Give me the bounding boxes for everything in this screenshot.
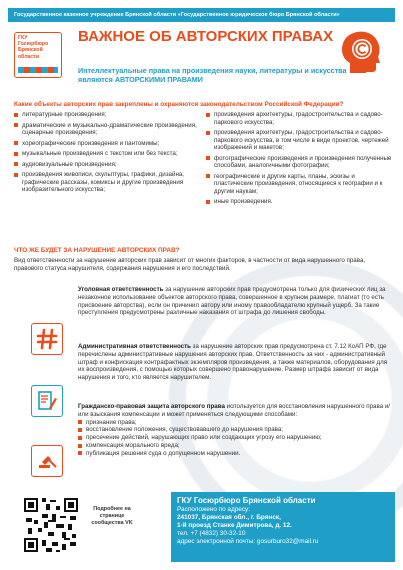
contact-address-line1: 241037, Брянская обл., г. Брянск, [177,514,281,521]
justice-icon [31,445,63,477]
list-item: географические и другие карты, планы, эскизы и пластические произведения, относящиеся к географии и к другим наукам; [206,173,394,196]
civil-text: используется для восстановления нарушенного права и/или взыскания компенсации и может применяться следующими способами: [78,403,391,418]
violation-intro: Вид ответственности за нарушение авторских прав зависит от многих факторов, в частности от вида нарушенного права, правового статуса нарушителя, содержания нарушения и его последствий. [14,257,366,272]
list-item: произведения архитектуры, градостроительства и садово-паркового искусства; [206,111,394,126]
org-header-bar [8,8,395,22]
list-item: драматические и музыкально-драматические произведения, сценарные произведения; [14,122,200,137]
criminal-text: за нарушение авторских прав предусмотрена только для физических лиц за незаконное использование объектов авторского права, совершенное в крупном размере, плагиат (то есть присвоение авторства), если он причинил автору или иному правообладателю крупный ущерб. За такие преступления предусмотрены различные наказания от штрафа до лишения свободы. [78,286,386,317]
criminal-lead: Уголовная ответственность [78,286,164,293]
civil-lead: Гражданско-правовая защита авторского права [78,403,225,410]
civil-methods-list [78,419,392,458]
document-pencil-icon [31,385,63,417]
list-item: фотографические произведения и произведения полученные способами, аналогичными фотографии; [206,155,394,170]
list-item: хореографические произведения и пантомимы; [14,140,200,148]
objects-list-right [206,111,394,209]
criminal-liability [78,286,392,317]
contact-address-line2: 1-й проезд Станке Димитрова, д. 12. [177,522,292,529]
qr-code[interactable] [22,496,80,554]
contact-email[interactable]: адрес электронной почты: gosurburo32@mail.ru [177,538,319,545]
list-item: пресечение действий, нарушающих право или создающих угрозу его нарушению; [78,434,392,442]
logo-text: ГКУ Госюрбюро Брянской области [18,35,49,60]
list-item: публикация решения суда о допущенном нарушении. [78,450,392,458]
objects-question: Какие объекты авторских прав закреплены и охраняются законодательством Российской Федерации? [14,101,344,108]
list-item: произведения живописи, скульптуры, графики, дизайна, графические рассказы, комиксы и другие произведения изобразительного искусства; [14,171,200,194]
administrative-text: за нарушение авторских прав предусмотрена ст. 7.12 КоАП РФ, где перечислены административные нарушения авторских прав. Ответственность за них - административный штраф и конфискация контрафактных экземпляров произведения, а также материалов, оборудования для их воспроизведения, с помощью которых совершено правонарушение. Размер штрафа зависит от вида нарушения и того, кто является нарушителем. [78,343,388,382]
contact-phone[interactable]: тел. +7 (4832) 30-32-10 [177,530,246,537]
violation-heading: ЧТО ЖЕ БУДЕТ ЗА НАРУШЕНИЕ АВТОРСКИХ ПРАВ? [14,247,180,254]
administrative-lead: Административная ответственность [78,343,191,350]
list-item: литературные произведения; [14,111,200,119]
civil-protection [78,403,392,458]
administrative-liability [78,343,392,382]
objects-list-left [14,111,200,197]
page-subtitle: Интеллектуальные права на произведения науки, литературы и искусства являются АВТОРСКИМИ ПРАВАМИ [78,66,347,84]
contact-address-label: Расположено по адресу: [177,506,250,513]
hashtag-icon [31,323,63,355]
footer [8,492,395,562]
copyright-head-icon [336,27,386,77]
contact-panel [171,492,395,562]
list-item: признание права; [78,419,392,427]
list-item: произведения архитектуры, градостроительства и садово-паркового искусства, в том числе в виде проектов, чертежей изображений и макетов; [206,129,394,152]
vk-caption: Подробнее на странице сообщества VK [91,506,133,526]
list-item: иные произведения. [206,198,394,206]
org-line: Государственное казенное учреждение Брянской области «Государственное юридическое бюро Брянской области» [14,12,340,18]
list-item: аудиовизуальные произведения; [14,161,200,169]
logo-flag [18,67,58,73]
list-item: компенсация морального вреда; [78,442,392,450]
contact-org: ГКУ Госюрбюро Брянской области [177,496,316,505]
page-title: ВАЖНОЕ ОБ АВТОРСКИХ ПРАВАХ [78,28,334,45]
list-item: восстановление положения, существовавшего до нарушения права; [78,426,392,434]
org-logo [14,32,62,78]
list-item: музыкальные произведения с текстом или без текста; [14,150,200,158]
